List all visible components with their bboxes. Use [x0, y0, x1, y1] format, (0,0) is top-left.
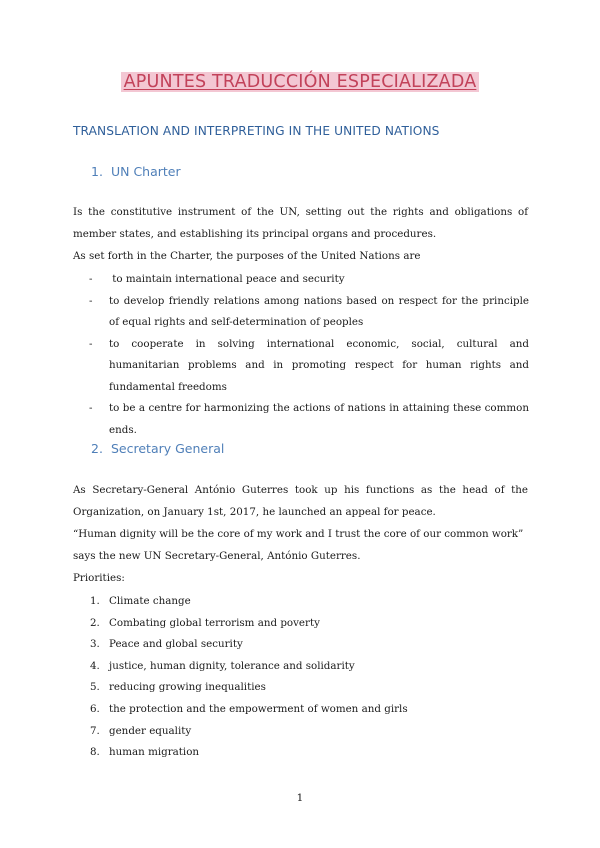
- list-item-text: to develop friendly relations among nations based on respect for the principle of equal rights and self-determination of peoples: [109, 294, 529, 328]
- list-item: [90, 742, 520, 764]
- list-item: [90, 656, 520, 678]
- list-item-text: the protection and the empowerment of women and girls: [109, 702, 408, 715]
- dash-bullet: -: [89, 294, 93, 307]
- list-item: [90, 699, 520, 721]
- list-item: [90, 613, 520, 635]
- list-number: 1.: [90, 595, 100, 607]
- list-number: 5.: [90, 681, 100, 694]
- priorities-list: [90, 591, 520, 764]
- charter-intro-paragraph: [73, 202, 528, 245]
- paragraph-line: Is the constitutive instrument of the UN, setting out the rights and obligations of: [73, 206, 528, 218]
- section-title: UN Charter: [110, 164, 181, 179]
- quote-line: “Human dignity will be the core of my work and I trust the core of our common work”: [73, 528, 524, 540]
- list-number: 6.: [90, 702, 100, 715]
- list-item: [90, 677, 520, 699]
- list-number: 2.: [90, 616, 100, 629]
- purposes-list: [89, 269, 529, 441]
- paragraph-line: As Secretary-General António Guterres took up his functions as the head of the: [73, 484, 528, 496]
- section-number: 2.: [91, 441, 103, 456]
- list-item-text: reducing growing inequalities: [109, 681, 266, 694]
- list-item-text: Peace and global security: [109, 638, 243, 651]
- list-item-text: to cooperate in solving international economic, social, cultural and humanitarian problems and in promoting respect for human rights and fundamental freedoms: [109, 337, 529, 393]
- list-item: [89, 398, 529, 441]
- dash-bullet: -: [89, 273, 93, 285]
- list-item-text: gender equality: [109, 724, 192, 737]
- section-heading-secretary-general: [91, 441, 224, 456]
- title-wrap: [0, 72, 600, 92]
- list-number: 8.: [90, 746, 100, 759]
- list-number: 4.: [90, 659, 100, 672]
- list-number: 7.: [90, 724, 100, 737]
- section-title: Secretary General: [110, 441, 225, 456]
- document-title: APUNTES TRADUCCIÓN ESPECIALIZADA: [121, 72, 480, 92]
- list-item: [89, 291, 529, 334]
- quote-line: says the new UN Secretary-General, António Guterres.: [73, 549, 361, 562]
- paragraph-line: Organization, on January 1st, 2017, he launched an appeal for peace.: [73, 505, 436, 518]
- list-item-text: Climate change: [109, 595, 191, 607]
- list-item: [89, 269, 529, 291]
- list-item: [90, 634, 520, 656]
- guterres-quote: [73, 524, 528, 567]
- list-item-text: to be a centre for harmonizing the actions of nations in attaining these common ends.: [109, 402, 529, 436]
- section-number: 1.: [91, 164, 103, 179]
- list-item-text: human migration: [109, 746, 200, 759]
- list-item: [90, 591, 520, 613]
- page-number: 1: [296, 792, 304, 804]
- list-item-text: justice, human dignity, tolerance and solidarity: [109, 659, 355, 672]
- list-item: [90, 721, 520, 743]
- list-item-text: to maintain international peace and security: [109, 273, 345, 285]
- list-number: 3.: [90, 638, 100, 651]
- list-item-text: Combating global terrorism and poverty: [109, 616, 320, 629]
- dash-bullet: -: [89, 337, 93, 350]
- document-subtitle: TRANSLATION AND INTERPRETING IN THE UNITED NATIONS: [73, 124, 440, 138]
- guterres-paragraph: [73, 480, 528, 523]
- priorities-label: Priorities:: [73, 572, 125, 584]
- list-item: [89, 334, 529, 399]
- purposes-lead: As set forth in the Charter, the purposes of the United Nations are: [73, 250, 421, 262]
- paragraph-line: member states, and establishing its principal organs and procedures.: [73, 227, 437, 240]
- section-heading-un-charter: [91, 164, 181, 179]
- dash-bullet: -: [89, 402, 93, 414]
